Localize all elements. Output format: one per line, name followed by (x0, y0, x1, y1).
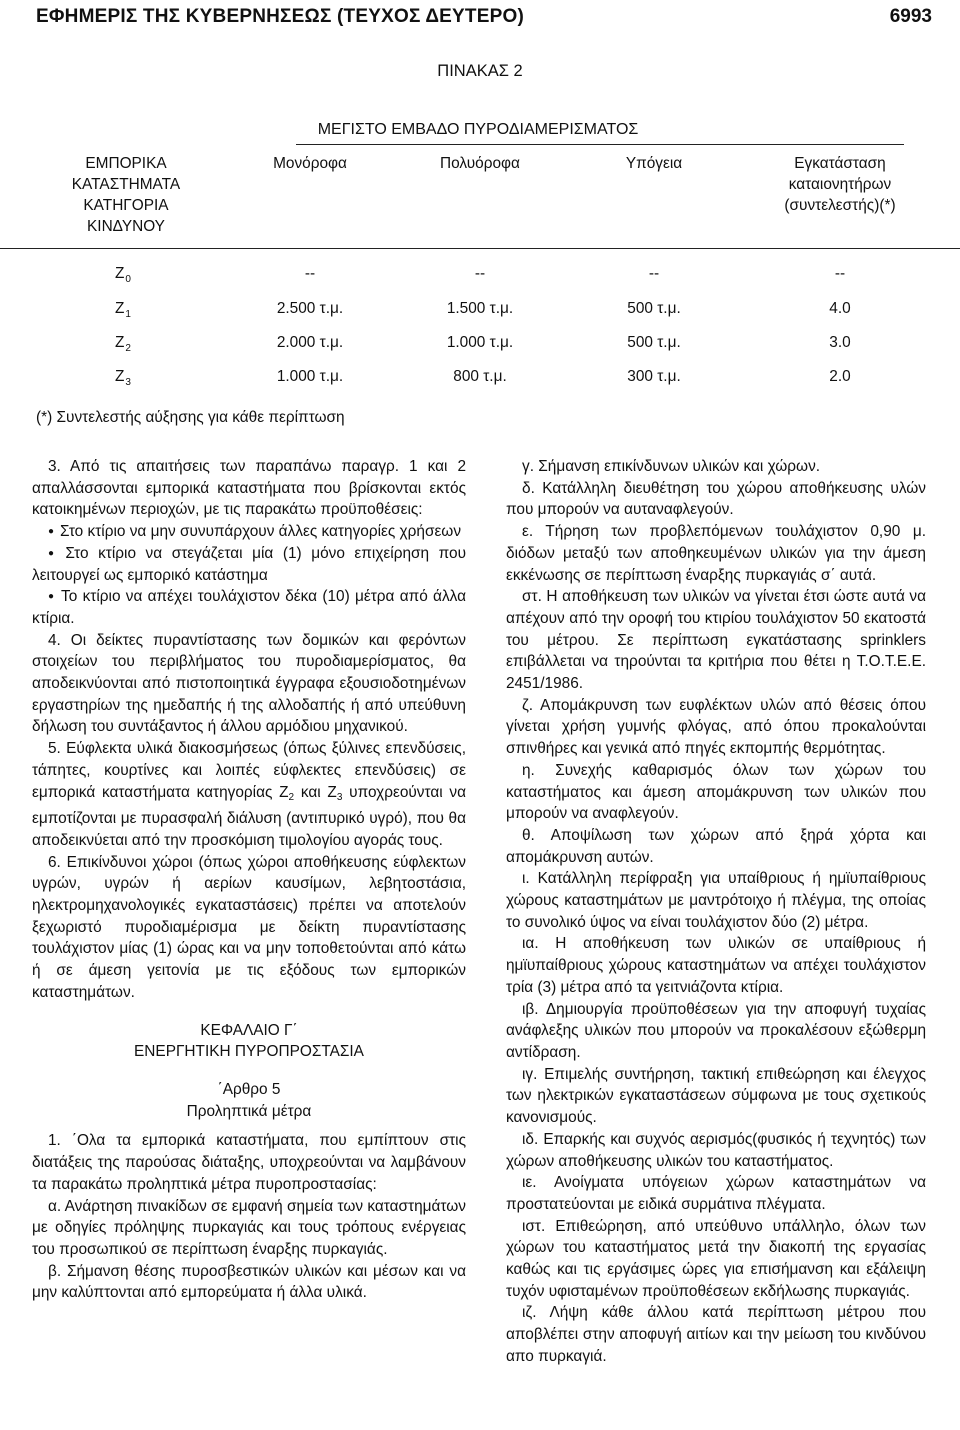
cell-single-storey: 2.500 τ.μ. (276, 300, 344, 317)
header-sprinklers: Εγκατάσταση καταιονητήρων (συντελεστής)(*) (784, 155, 896, 214)
measure-ig: ιγ. Επιμελής συντήρηση, τακτική επιθεώρηση και έλεγχος των ηλεκτρικών εγκαταστάσεων σύμφωνα με τους σχετικούς κανονισμούς. (506, 1065, 926, 1127)
cell-multi-storey: 800 τ.μ. (453, 368, 507, 385)
measure-ia: ια. Η αποθήκευση των υλικών σε υπαίθριους ή ημϊυπαίθριους χώρους καταστημάτων να απέχει τουλάχιστον τρία (3) μέτρα από τα γειτνιάζοντα κτίρια. (506, 935, 926, 996)
row-category: $Z_3$ (115, 368, 131, 388)
table-title: ΜΕΓΙΣΤΟ ΕΜΒΑΔΟ ΠΥΡΟΔΙΑΜΕΡΙΣΜΑΤΟΣ (317, 121, 639, 138)
gazette-title: ΕΦΗΜΕΡΙΣ ΤΗΣ ΚΥΒΕΡΝΗΣΕΩΣ (ΤΕΥΧΟΣ ΔΕΥΤΕΡΟ) (36, 6, 524, 27)
cell-multi-storey: 1.500 τ.μ. (446, 300, 514, 317)
cell-sprinklers: 4.0 (829, 300, 851, 317)
article-title: Προληπτικά μέτρα (186, 1102, 312, 1120)
row-category: $Z_1$ (115, 300, 131, 320)
page-header (36, 6, 932, 30)
cell-basement: -- (648, 265, 660, 282)
measure-d: δ. Κατάλληλη διευθέτηση του χώρου αποθήκευσης υλών που μπορούν να αυταναφλεγούν. (506, 479, 926, 519)
measure-i: ι. Κατάλληλη περίφραξη για υπαίθριους ή ημϊυπαίθριους χώρους καταστημάτων με μαντρότοιχο ή πλέγμα, της οποίας το συνολικό ύψος να είναι τουλάχιστον δύο (2) μέτρα. (506, 870, 926, 931)
cell-basement: 500 τ.μ. (627, 334, 681, 351)
cell-sprinklers: -- (834, 265, 846, 282)
measure-b: β. Σήμανση θέσης πυροσβεστικών υλικών και μέσων και να μην καλύπτονται από εμπορεύματα ή άλλα υλικά. (32, 1262, 466, 1302)
measure-ib: ιβ. Δημιουργία προϋποθέσεων για την αποφυγή τυχαίας ανάφλεξης υλικών που μπορούν να προκαλέσουν εξώθερμη αντίδραση. (506, 1000, 926, 1061)
paragraph-5: 5. Εύφλεκτα υλικά διακοσμήσεως (όπως ξύλινες επενδύσεις, τάπητες, κουρτίνες και λοιπές εύφλεκτες επενδύσεις) σε εμπορικά καταστήματα κατηγορίας $Z_2$ και $Z_3$ υποχρεούνται να εμποτίζονται με πυρασφαλή διάλυση (αντιπυρικό υγρό), που θα αποδεικνύεται από την προσκόμιση τιμολογίου αγοράς τους. (32, 740, 467, 849)
cell-single-storey: -- (304, 265, 316, 282)
measure-th: θ. Αποψίλωση των χώρων από ξηρά χόρτα και απομάκρυνση αυτών. (506, 826, 926, 866)
bullet-item: ● Στο κτίριο να στεγάζεται μία (1) μόνο επιχείρηση που λειτουργεί ως εμπορικό κατάστημα (32, 543, 466, 586)
row-category: $Z_2$ (115, 334, 131, 354)
cell-single-storey: 1.000 τ.μ. (276, 368, 344, 385)
page-number: 6993 (889, 6, 932, 27)
cell-multi-storey: -- (474, 265, 486, 282)
chapter-heading: ΚΕΦΑΛΑΙΟ Γ΄ (200, 1021, 298, 1039)
measure-iz: ιζ. Λήψη κάθε άλλου κατά περίπτωση μέτρου που αποβλέπει στην αποφυγή αιτίων και την μείωση του κινδύνου απο πυρκαγιά. (506, 1304, 926, 1365)
right-column (506, 456, 926, 1368)
measure-h: η. Συνεχής καθαρισμός όλων των χώρων του καταστήματος και άμεση απομάκρυνση των υλικών που μπορούν να αναφλεγούν. (506, 761, 926, 823)
measure-z: ζ. Απομάκρυνση των ευφλέκτων υλών από θέσεις όπου γίνεται χρήση γυμνής φλόγας, από όπου προκαλούνται σπινθήρες και γενικά από πηγές εκπομπής θερμότητας. (506, 696, 926, 758)
article-paragraph-1: 1. ΄Ολα τα εμπορικά καταστήματα, που εμπίπτουν στις διατάξεις της παρούσας διάταξης, υποχρεούνται να λαμβάνουν τα παρακάτω προληπτικά μέτρα πυροπροστασίας: (32, 1132, 466, 1193)
measure-ie: ιε. Ανοίγματα υπόγειων χώρων καταστημάτων να προστατεύονται με ειδικά συρμάτινα πλέγματα. (506, 1174, 926, 1213)
cell-basement: 300 τ.μ. (627, 368, 681, 385)
paragraph-4: 4. Οι δείκτες πυραντίστασης των δομικών και φερόντων στοιχείων του περιβλήματος του πυροδιαμερίσματος, θα αποδεικνύονται από πιστοποιητικά έγγραφα εξουσιοδοτημένων εργαστηρίων της ημεδαπής ή της αλλοδαπής ή από υπεύθυνη δήλωση του συντάξαντος ή άλλου αρμόδιου μηχανικού. (32, 631, 466, 736)
table-row (0, 300, 960, 322)
table-footnote: (*) Συντελεστής αύξησης για κάθε περίπτωση (36, 409, 345, 426)
measure-e: ε. Τήρηση των προβλεπόμενων τουλάχιστον 0,90 μ. διόδων μεταξύ των αποθηκευμένων υλικών για την άμεση εκκένωσης σε περίπτωση έναρξης πυρκαγιάς σ΄ αυτά. (506, 523, 926, 584)
table-row (0, 334, 960, 356)
row-category: $Z_0$ (115, 265, 131, 285)
table-title-rule (296, 144, 904, 145)
cell-single-storey: 2.000 τ.μ. (276, 334, 344, 351)
header-category: ΕΜΠΟΡΙΚΑ ΚΑΤΑΣΤΗΜΑΤΑ ΚΑΤΗΓΟΡΙΑ ΚΙΝΔΥΝΟΥ (71, 155, 181, 235)
table-header-rule (0, 248, 960, 249)
paragraph-6: 6. Επικίνδυνοι χώροι (όπως χώροι αποθήκευσης εύφλεκτων υγρών, υγρών ή αερίων καυσίμων, λεβητοστάσια, ηλεκτρομηχανολογικές εγκαταστάσεις) πρέπει να αποτελούν ξεχωριστό πυροδιαμέρισμα με δείκτη πυραντίστασης τουλάχιστον μίας (1) ώρας και να μην τοποθετούνται από κάτω ή σε άμεση γειτονία με τις εξόδους των εμπορικών καταστημάτων. (32, 853, 466, 1001)
table-row (0, 368, 960, 390)
bullet-item: ● Το κτίριο να απέχει τουλάχιστον δέκα (10) μέτρα από άλλα κτίρια. (32, 586, 466, 629)
left-column (32, 456, 466, 1304)
header-single-storey: Μονόροφα (273, 155, 347, 172)
header-basement: Υπόγεια (625, 155, 683, 172)
measure-g: γ. Σήμανση επικίνδυνων υλικών και χώρων. (522, 458, 821, 475)
cell-sprinklers: 2.0 (829, 368, 851, 385)
measure-ist: ιστ. Επιθεώρηση, από υπεύθυνο υπάλληλο, όλων των χώρων του καταστήματος μετά την διακοπή της εργασίας καθώς και τις εργάσιμες ώρες για επισήμανση και εξάλειψη τυχόν υφισταμένων προϋποθέσεων εκδήλωσης πυρκαγιάς. (506, 1217, 926, 1300)
paragraph-3: 3. Από τις απαιτήσεις των παραπάνω παραγρ. 1 και 2 απαλλάσσονται εμπορικά καταστήματα που βρίσκονται εκτός κατοικημένων περιοχών, με τις παρακάτω προϋποθέσεις: (32, 458, 466, 519)
measure-a: α. Ανάρτηση πινακίδων σε εμφανή σημεία των καταστημάτων με οδηγίες πρόληψης πυρκαγιάς και τους τρόπους ενέργειας του προσωπικού σε περίπτωση έναρξης πυρκαγιάς. (32, 1197, 466, 1258)
header-multi-storey: Πολυόροφα (440, 155, 520, 172)
article-heading: ΄Αρθρο 5 (217, 1080, 281, 1098)
chapter-title: ΕΝΕΡΓΗΤΙΚΗ ΠΥΡΟΠΡΟΣΤΑΣΙΑ (134, 1043, 364, 1061)
table-row (0, 265, 960, 287)
cell-basement: 500 τ.μ. (627, 300, 681, 317)
measure-id: ιδ. Επαρκής και συχνός αερισμός(φυσικός ή τεχνητός) των χώρων αποθήκευσης υλικών του καταστήματος. (506, 1130, 926, 1170)
table-label: ΠΙΝΑΚΑΣ 2 (437, 62, 523, 80)
measure-st: στ. Η αποθήκευση των υλικών να γίνεται έτσι ώστε αυτά να απέχουν από την οροφή του κτιρίου τουλάχιστον 50 εκατοστά του μέτρου. Σε περίπτωση εγκατάστασης sprinklers επιβάλλεται να τηρούνται τα κριτήρια που θέτει η Τ.Ο.Τ.Ε.Ε. 2451/1986. (506, 588, 926, 693)
cell-sprinklers: 3.0 (829, 334, 851, 351)
cell-multi-storey: 1.000 τ.μ. (446, 334, 514, 351)
bullet-item: ● Στο κτίριο να μην συνυπάρχουν άλλες κατηγορίες χρήσεων (32, 521, 466, 543)
